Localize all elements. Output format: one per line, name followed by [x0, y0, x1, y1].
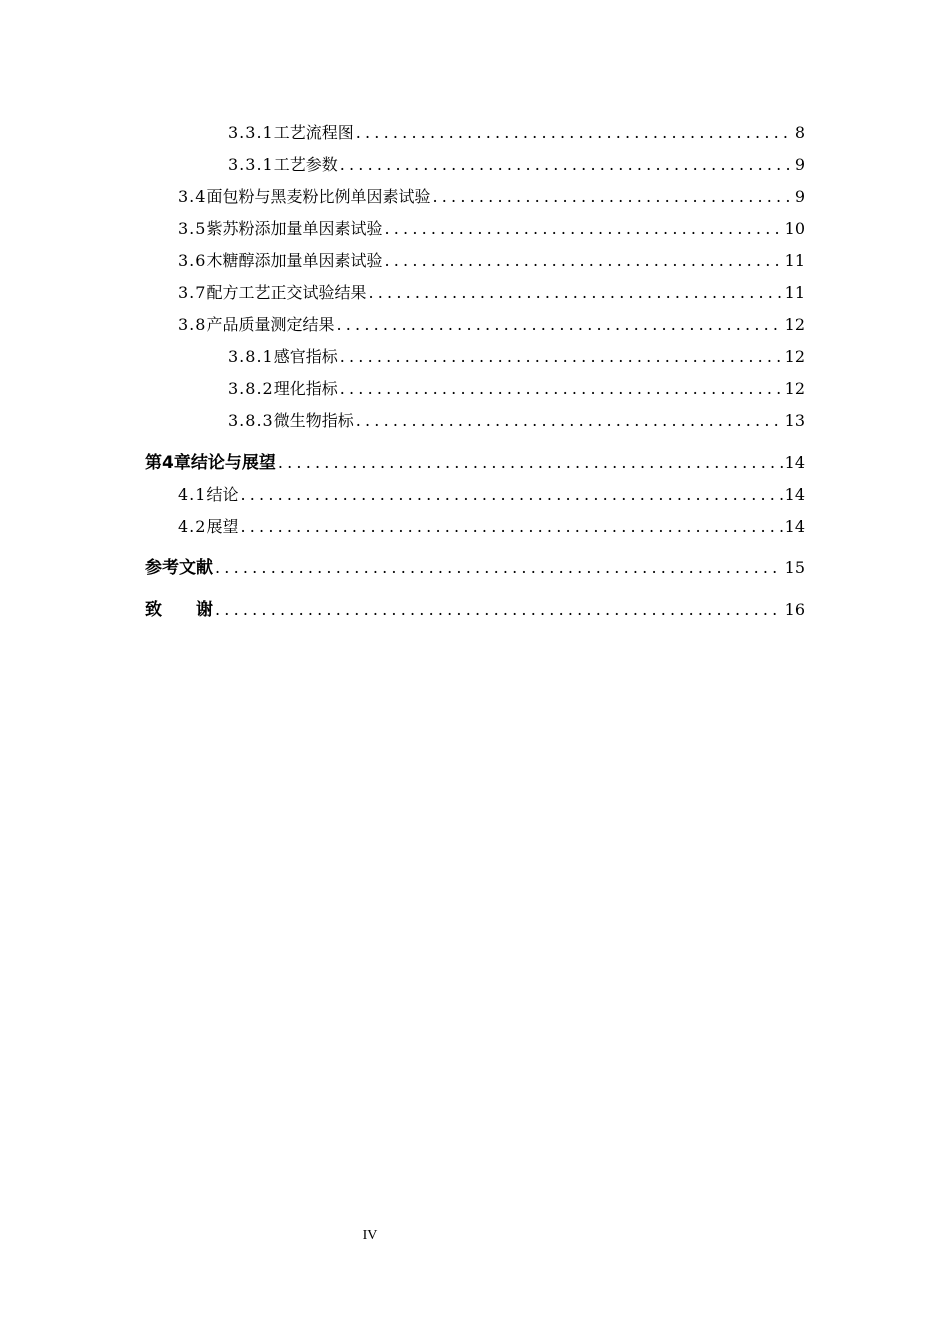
toc-leader-dots [336, 314, 782, 336]
toc-entry-page: 9 [794, 155, 805, 174]
toc-entry-number: 4.2 [178, 517, 207, 536]
toc-entry-number: 3.3.1 [228, 123, 274, 142]
toc-entry-page: 8 [794, 123, 805, 142]
toc-leader-dots [340, 346, 783, 368]
toc-entry-3-7[interactable] [178, 278, 805, 304]
toc-entry-acknowledgements[interactable] [145, 595, 805, 621]
toc-entry-3-8-2[interactable] [228, 374, 805, 400]
toc-entry-4-2[interactable] [178, 512, 805, 538]
toc-entry-3-8[interactable] [178, 310, 805, 336]
toc-entry-references[interactable] [145, 553, 805, 579]
toc-entry-3-8-3[interactable] [228, 406, 805, 432]
toc-entry-page: 9 [794, 187, 805, 206]
toc-entry-title: 面包粉与黑麦粉比例单因素试验 [206, 187, 431, 206]
toc-entry-3-6[interactable] [178, 246, 805, 272]
toc-leader-dots [356, 410, 783, 432]
toc-leader-dots [384, 218, 782, 240]
toc-entry-3-3-1-flowchart[interactable] [228, 118, 805, 144]
toc-entry-page: 13 [784, 411, 805, 430]
page-number: IV [362, 1228, 378, 1243]
toc-entry-page: 12 [784, 315, 805, 334]
toc-entry-number: 3.8 [178, 315, 207, 334]
toc-entry-title: 感官指标 [273, 347, 338, 366]
toc-entry-page: 15 [784, 558, 805, 577]
toc-entry-number: 3.3.1 [228, 155, 274, 174]
toc-entry-page: 12 [784, 379, 805, 398]
toc-entry-title: 参考文献 [145, 558, 213, 578]
toc-leader-dots [240, 484, 782, 506]
toc-entry-title: 微生物指标 [273, 411, 354, 430]
toc-entry-3-8-1[interactable] [228, 342, 805, 368]
toc-entry-title: 产品质量测定结果 [206, 315, 335, 334]
toc-entry-page: 14 [784, 453, 805, 472]
toc-leader-dots [278, 452, 783, 474]
toc-entry-number: 3.5 [178, 219, 207, 238]
toc-entry-3-3-1-parameters[interactable] [228, 150, 805, 176]
toc-leader-dots [240, 516, 782, 538]
toc-entry-title: 紫苏粉添加量单因素试验 [206, 219, 383, 238]
toc-entry-3-5[interactable] [178, 214, 805, 240]
toc-entry-title: 工艺流程图 [273, 123, 354, 142]
toc-entry-number: 第4章 [145, 453, 191, 473]
toc-leader-dots [215, 557, 783, 579]
toc-entry-number: 3.8.3 [228, 411, 274, 430]
toc-entry-number: 3.7 [178, 283, 207, 302]
toc-entry-page: 10 [784, 219, 805, 238]
toc-entry-chapter-4[interactable] [145, 448, 805, 474]
toc-entry-page: 12 [784, 347, 805, 366]
toc-leader-dots [432, 186, 792, 208]
toc-entry-title: 工艺参数 [273, 155, 338, 174]
toc-entry-4-1[interactable] [178, 480, 805, 506]
toc-entry-number: 3.6 [178, 251, 207, 270]
toc-leader-dots [356, 122, 793, 144]
toc-entry-page: 14 [784, 517, 805, 536]
toc-leader-dots [340, 154, 793, 176]
toc-entry-title: 木糖醇添加量单因素试验 [206, 251, 383, 270]
toc-leader-dots [384, 250, 782, 272]
toc-leader-dots [340, 378, 783, 400]
toc-entry-title: 配方工艺正交试验结果 [206, 283, 367, 302]
toc-entry-title: 致 谢 [145, 600, 213, 620]
toc-entry-title: 结论 [206, 485, 239, 504]
toc-entry-number: 3.4 [178, 187, 207, 206]
toc-entry-page: 14 [784, 485, 805, 504]
toc-entry-title: 理化指标 [273, 379, 338, 398]
toc-entry-page: 16 [784, 600, 805, 619]
toc-leader-dots [215, 599, 783, 621]
toc-leader-dots [368, 282, 782, 304]
toc-entry-page: 11 [784, 251, 805, 270]
toc-entry-title: 结论与展望 [190, 453, 276, 473]
toc-entry-3-4[interactable] [178, 182, 805, 208]
toc-entry-page: 11 [784, 283, 805, 302]
toc-entry-number: 3.8.1 [228, 347, 274, 366]
toc-entry-title: 展望 [206, 517, 239, 536]
toc-entry-number: 3.8.2 [228, 379, 274, 398]
toc-entry-number: 4.1 [178, 485, 207, 504]
